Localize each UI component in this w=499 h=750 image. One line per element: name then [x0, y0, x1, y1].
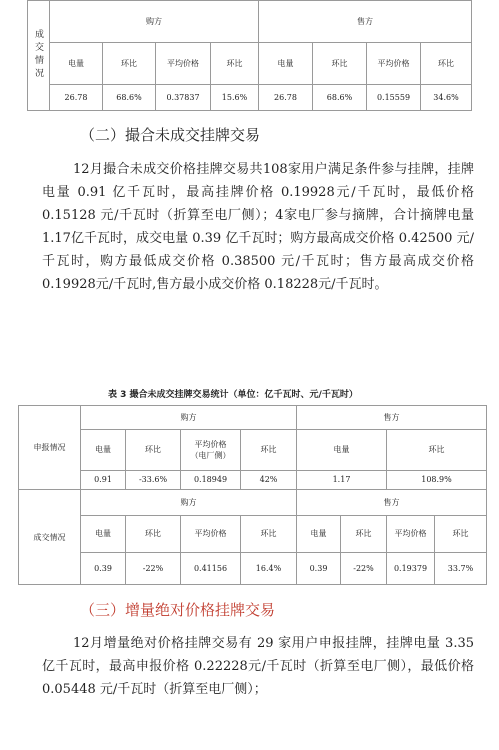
- section3-title: （三）增量绝对价格挂牌交易: [80, 601, 276, 619]
- table-cell: 26.78: [259, 85, 313, 111]
- table3: [18, 405, 487, 585]
- column-header: 平均价格: [181, 515, 241, 552]
- column-header: 电量: [297, 429, 387, 470]
- column-header: 环比: [241, 515, 297, 552]
- table-cell: 0.19379: [387, 552, 435, 584]
- column-header: 电量: [81, 515, 126, 552]
- table3-caption: 表 3 撮合未成交挂牌交易统计（单位：亿千瓦时、元/千瓦时）: [108, 390, 358, 400]
- column-header: 平均价格: [156, 43, 211, 85]
- column-header: 电量: [50, 43, 103, 85]
- column-header: 环比: [313, 43, 367, 85]
- table-cell: 34.6%: [421, 85, 472, 111]
- column-header: 环比: [126, 429, 181, 470]
- table-cell: 1.17: [297, 470, 387, 489]
- table-cell: -22%: [341, 552, 387, 584]
- column-header: 电量: [297, 515, 341, 552]
- column-header: 环比: [241, 429, 297, 470]
- column-header: 平均价格: [367, 43, 421, 85]
- column-header: 环比: [341, 515, 387, 552]
- table-cell: -33.6%: [126, 470, 181, 489]
- table-cell: 0.18949: [181, 470, 241, 489]
- declare-label: 申报情况: [19, 406, 81, 490]
- column-header: 环比: [387, 429, 487, 470]
- table-cell: 0.91: [81, 470, 126, 489]
- table-cell: -22%: [126, 552, 181, 584]
- table-cell: 0.39: [81, 552, 126, 584]
- table-cell: 26.78: [50, 85, 103, 111]
- table-cell: 42%: [241, 470, 297, 489]
- section2-title: （二）撮合未成交挂牌交易: [80, 126, 261, 144]
- table-cell: 0.15559: [367, 85, 421, 111]
- column-header: 电量: [81, 429, 126, 470]
- column-header: 环比: [211, 43, 259, 85]
- sell-header: 售方: [297, 490, 487, 516]
- buy-header: 购方: [81, 406, 297, 430]
- table-cell: 0.41156: [181, 552, 241, 584]
- buy-header: 购方: [81, 490, 297, 516]
- column-header: 环比: [103, 43, 156, 85]
- column-header: 环比: [126, 515, 181, 552]
- table-cell: 68.6%: [313, 85, 367, 111]
- table-cell: 15.6%: [211, 85, 259, 111]
- section2-paragraph: 12月撮合未成交价格挂牌交易共108家用户满足条件参与挂牌，挂牌电量 0.91 亿千瓦时，最高挂牌价格 0.19928元/千瓦时，最低价格 0.15128 元/千瓦时（折算至电厂侧）；4家电厂参与摘牌，合计摘牌电量1.17亿千瓦时，成交电量 0.39 亿千瓦时；购方最高成交价格 0.42500 元/千瓦时，购方最低成交价格 0.38500 元/千瓦时；售方最高成交价格 0.19928元/千瓦时,售方最小成交价格 0.18228元/千瓦时。: [42, 162, 474, 292]
- buy-header: 购方: [50, 1, 259, 43]
- table-cell: 0.37837: [156, 85, 211, 111]
- table-cell: 108.9%: [387, 470, 487, 489]
- column-header: 环比: [421, 43, 472, 85]
- column-header: 电量: [259, 43, 313, 85]
- deal-label: 成交情况: [19, 490, 81, 585]
- deal-summary-table: [27, 0, 472, 111]
- row-label: 成交情况: [28, 1, 50, 111]
- section3-paragraph: 12月增量绝对价格挂牌交易有 29 家用户申报挂牌，挂牌电量 3.35 亿千瓦时，最高申报价格 0.22228元/千瓦时（折算至电厂侧），最低价格 0.05448 元/千瓦时（折算至电厂侧）；: [42, 636, 474, 697]
- table-cell: 33.7%: [435, 552, 487, 584]
- column-header: 平均价格（电厂侧）: [181, 429, 241, 470]
- table-cell: 16.4%: [241, 552, 297, 584]
- table-cell: 0.39: [297, 552, 341, 584]
- table-cell: 68.6%: [103, 85, 156, 111]
- column-header: 平均价格: [387, 515, 435, 552]
- sell-header: 售方: [297, 406, 487, 430]
- column-header: 环比: [435, 515, 487, 552]
- sell-header: 售方: [259, 1, 472, 43]
